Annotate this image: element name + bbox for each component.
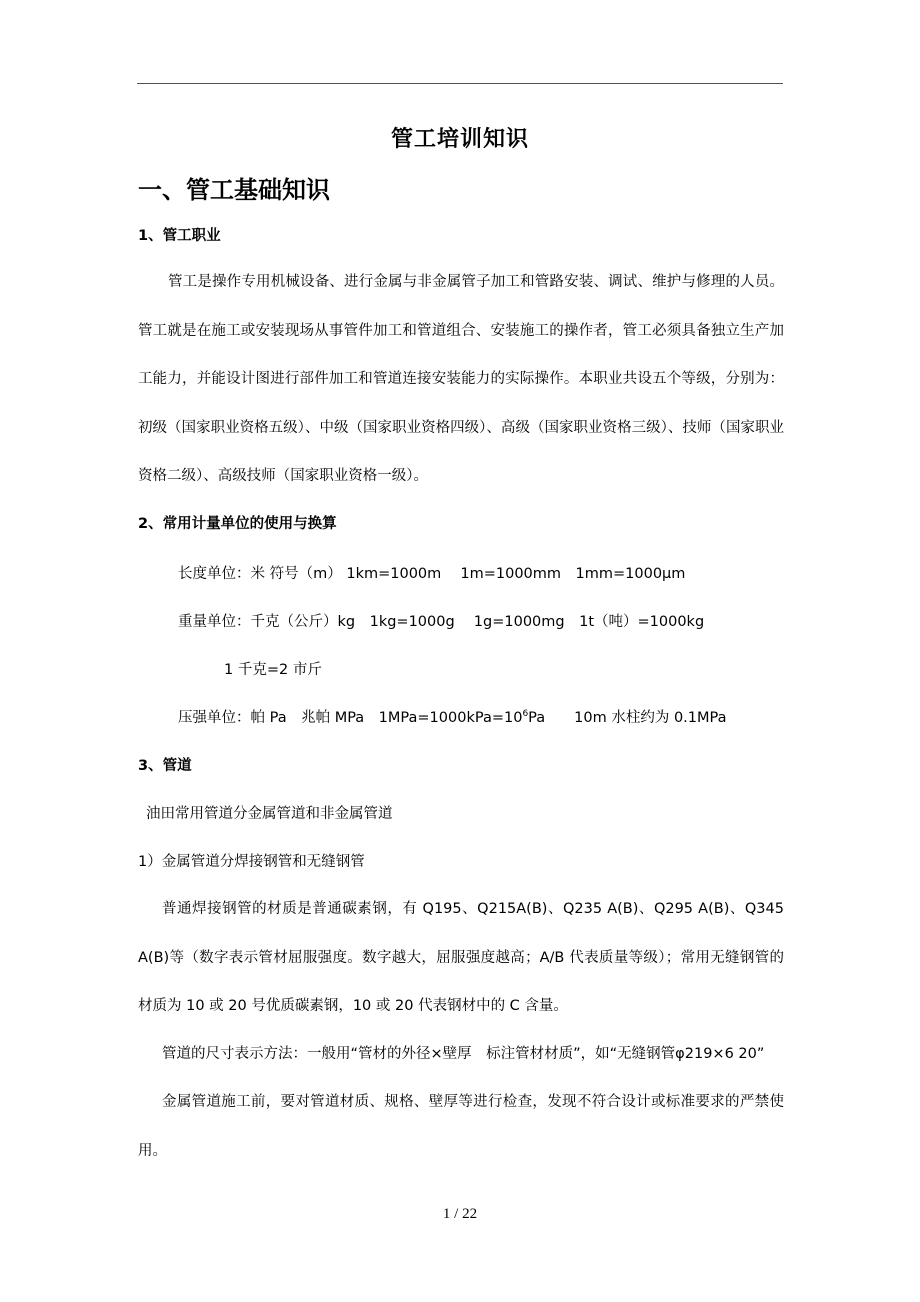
item2-heading: 2、常用计量单位的使用与换算: [138, 516, 337, 532]
pressure-suffix: Pa 10m 水柱约为 0.1MPa: [528, 710, 727, 726]
page-number: 1 / 22: [442, 1206, 478, 1222]
item1-paragraph: 管工是操作专用机械设备、进行金属与非金属管子加工和管路安装、调试、维护与修理的人员。管工就是在施工或安装现场从事管件加工和管道组合、安装施工的操作者，管工必须具备独立生产加工能力，并能设计图进行部件加工和管道连接安装能力的实际操作。本职业共设五个等级，分别为：初级（国家职业资格五级）、中级（国家职业资格四级）、高级（国家职业资格三级）、技师（国家职业资格二级）、高级技师（国家职业资格一级）。: [138, 274, 784, 484]
pipe-size-paragraph: 管道的尺寸表示方法：一般用“管材的外径×壁厚 标注管材材质”，如“无缝钢管φ219×6 20”: [162, 1046, 765, 1062]
inspection-paragraph: 金属管道施工前，要对管道材质、规格、壁厚等进行检查，发现不符合设计或标准要求的严禁使用。: [138, 1094, 784, 1159]
metal-pipe-subheading: 1）金属管道分焊接钢管和无缝钢管: [138, 854, 365, 870]
document-title: 管工培训知识: [390, 127, 529, 152]
pressure-unit-line: [178, 706, 727, 727]
header-rule: [137, 83, 783, 84]
item1-heading: 1、管工职业: [138, 228, 221, 244]
pipe-intro: 油田常用管道分金属管道和非金属管道: [146, 806, 393, 822]
pressure-exponent: 6: [522, 709, 529, 720]
length-unit-line: 长度单位：米 符号（m） 1km=1000m 1m=1000mm 1mm=1000μm: [178, 566, 686, 582]
weight-unit-line: 重量单位：千克（公斤）kg 1kg=1000g 1g=1000mg 1t（吨）=1000kg: [178, 614, 705, 630]
jin-conversion-line: 1 千克=2 市斤: [224, 662, 322, 678]
item3-heading: 3、管道: [138, 758, 192, 774]
section-heading: 一、管工基础知识: [138, 176, 330, 204]
pressure-prefix: 压强单位：帕 Pa 兆帕 MPa 1MPa=1000kPa=10: [178, 710, 523, 726]
welded-pipe-paragraph: 普通焊接钢管的材质是普通碳素钢，有 Q195、Q215A(B)、Q235 A(B)、Q295 A(B)、Q345 A(B)等（数字表示管材屈服强度。数字越大，屈服强度越高；A/B 代表质量等级）；常用无缝钢管的材质为 10 或 20 号优质碳素钢，10 或 20 代表钢材中的 C 含量。: [138, 901, 784, 1014]
